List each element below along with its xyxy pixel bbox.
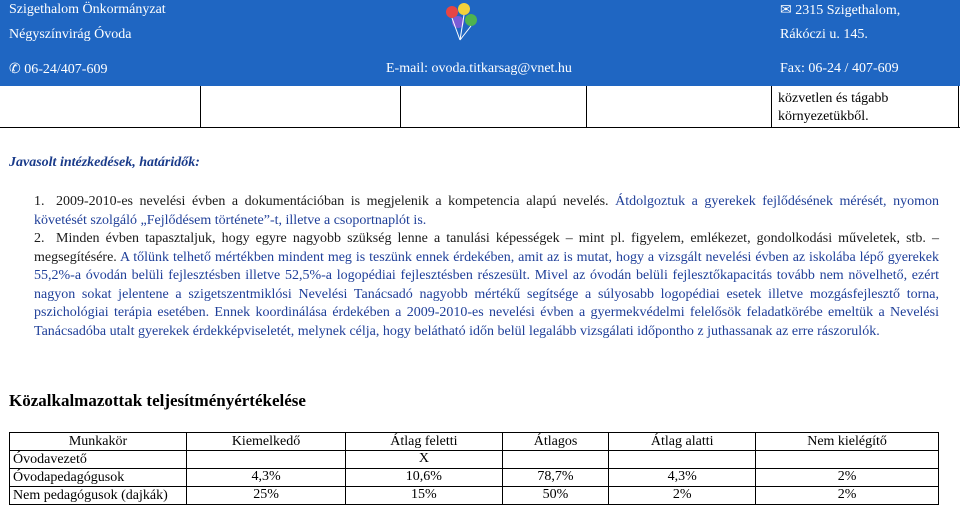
- address-text: 2315 Szigethalom,: [795, 3, 901, 18]
- table-cell: X: [346, 451, 503, 469]
- list-number: 1.: [34, 194, 45, 209]
- table-row: [10, 451, 939, 469]
- table-cell: 4,3%: [609, 469, 756, 487]
- table-cell: Óvodapedagógusok: [10, 469, 187, 487]
- table-header: Átlag feletti: [346, 433, 503, 451]
- table-cell: 25%: [187, 487, 346, 505]
- table-cell: Óvodavezető: [10, 451, 187, 469]
- list-text-highlight: Átdolgoztuk a gyerekek fejlődésének mérését, nyomon követését szolgáló „Fejlődésem története”-t, illetve a csoportnaplót is.: [34, 194, 939, 228]
- list-number: 2.: [34, 231, 45, 246]
- table-header: Átlagos: [502, 433, 609, 451]
- table-cell: 2%: [609, 487, 756, 505]
- email-link[interactable]: ovoda.titkarsag@vnet.hu: [431, 61, 572, 76]
- table-cell: 78,7%: [502, 469, 609, 487]
- list-text: Minden évben tapasztaljuk, hogy egyre nagyobb szükség lenne a tanulási képességek – mint pl. figyelem, emlékezet, gondolkodási műveletek, stb. – megsegítésére.: [34, 231, 939, 265]
- section-heading: Közalkalmazottak teljesítményértékelése: [9, 391, 306, 410]
- list-item: [34, 193, 939, 230]
- table-row: [10, 487, 939, 505]
- list-text: 2009-2010-es nevelési évben a dokumentációban is megjelenik a kompetencia alapú nevelés.: [56, 194, 609, 209]
- continued-table-row: [0, 86, 960, 128]
- phone-icon: ✆: [9, 62, 25, 77]
- school-name: Négyszínvirág Óvoda: [9, 27, 132, 42]
- table-header: Kiemelkedő: [187, 433, 346, 451]
- address-line2: Rákóczi u. 145.: [780, 27, 868, 42]
- cell-line-2: környezetükből.: [778, 109, 869, 124]
- table-cell: [502, 451, 609, 469]
- logo-balloons-icon: [440, 2, 482, 44]
- fax-number: Fax: 06-24 / 407-609: [780, 61, 899, 76]
- table-cell: 2%: [756, 487, 939, 505]
- list-item: [34, 230, 939, 341]
- table-header: Nem kielégítő: [756, 433, 939, 451]
- envelope-icon: ✉: [780, 3, 796, 18]
- org-name: Szigethalom Önkormányzat: [9, 2, 166, 17]
- table-cell-text: [778, 90, 888, 126]
- phone-line: [9, 61, 107, 78]
- phone-number: 06-24/407-609: [24, 62, 108, 77]
- address-line1: [780, 2, 900, 19]
- table-cell: [187, 451, 346, 469]
- table-header: Átlag alatti: [609, 433, 756, 451]
- email-line: [386, 61, 572, 77]
- table-cell: [609, 451, 756, 469]
- letterhead: [0, 0, 960, 86]
- cell-line-1: közvetlen és tágabb: [778, 91, 889, 106]
- table-header-row: [10, 433, 939, 451]
- table-cell: [756, 451, 939, 469]
- email-label: E-mail:: [386, 61, 428, 76]
- evaluation-table: [9, 432, 939, 505]
- table-cell: 50%: [502, 487, 609, 505]
- table-cell: 2%: [756, 469, 939, 487]
- table-cell: 10,6%: [346, 469, 503, 487]
- table-cell: Nem pedagógusok (dajkák): [10, 487, 187, 505]
- table-cell: 15%: [346, 487, 503, 505]
- list-text-highlight: A tőlünk telhető mértékben mindent meg is teszünk ennek érdekében, amit az is mutat, hogy a vizsgált nevelési évben az iskolába lépő gyerekek 55,2%-a óvodán belüli fejlesztésben illetve 52,5%-a logopédiai fejlesztésben részesült. Mivel az óvodán belüli fejlesztőkapacitás tovább nem növelhető, ezért nagyon sokat jelentene a szigetszentmiklósi Nevelési Tanácsadó nagyobb mértékű segítsége a súlyosabb logopédiai esetek illetve mozgásfejlesztő torna, pszichológiai terápia esetében. Ennek koordinálása érdekében a 2009-2010-es nevelési évben a gyermekvédelmi felelősök feladatkörébe emeltük a Nevelési Tanácsadóba utalt gyerekek érdekképviseletét, melynek célja, hogy belátható időn belül legalább vizsgálati időpontho z juthassanak az erre rászorulók.: [34, 249, 939, 339]
- table-cell: 4,3%: [187, 469, 346, 487]
- table-header: Munkakör: [10, 433, 187, 451]
- table-row: [10, 469, 939, 487]
- section-title: Javasolt intézkedések, határidők:: [9, 155, 200, 170]
